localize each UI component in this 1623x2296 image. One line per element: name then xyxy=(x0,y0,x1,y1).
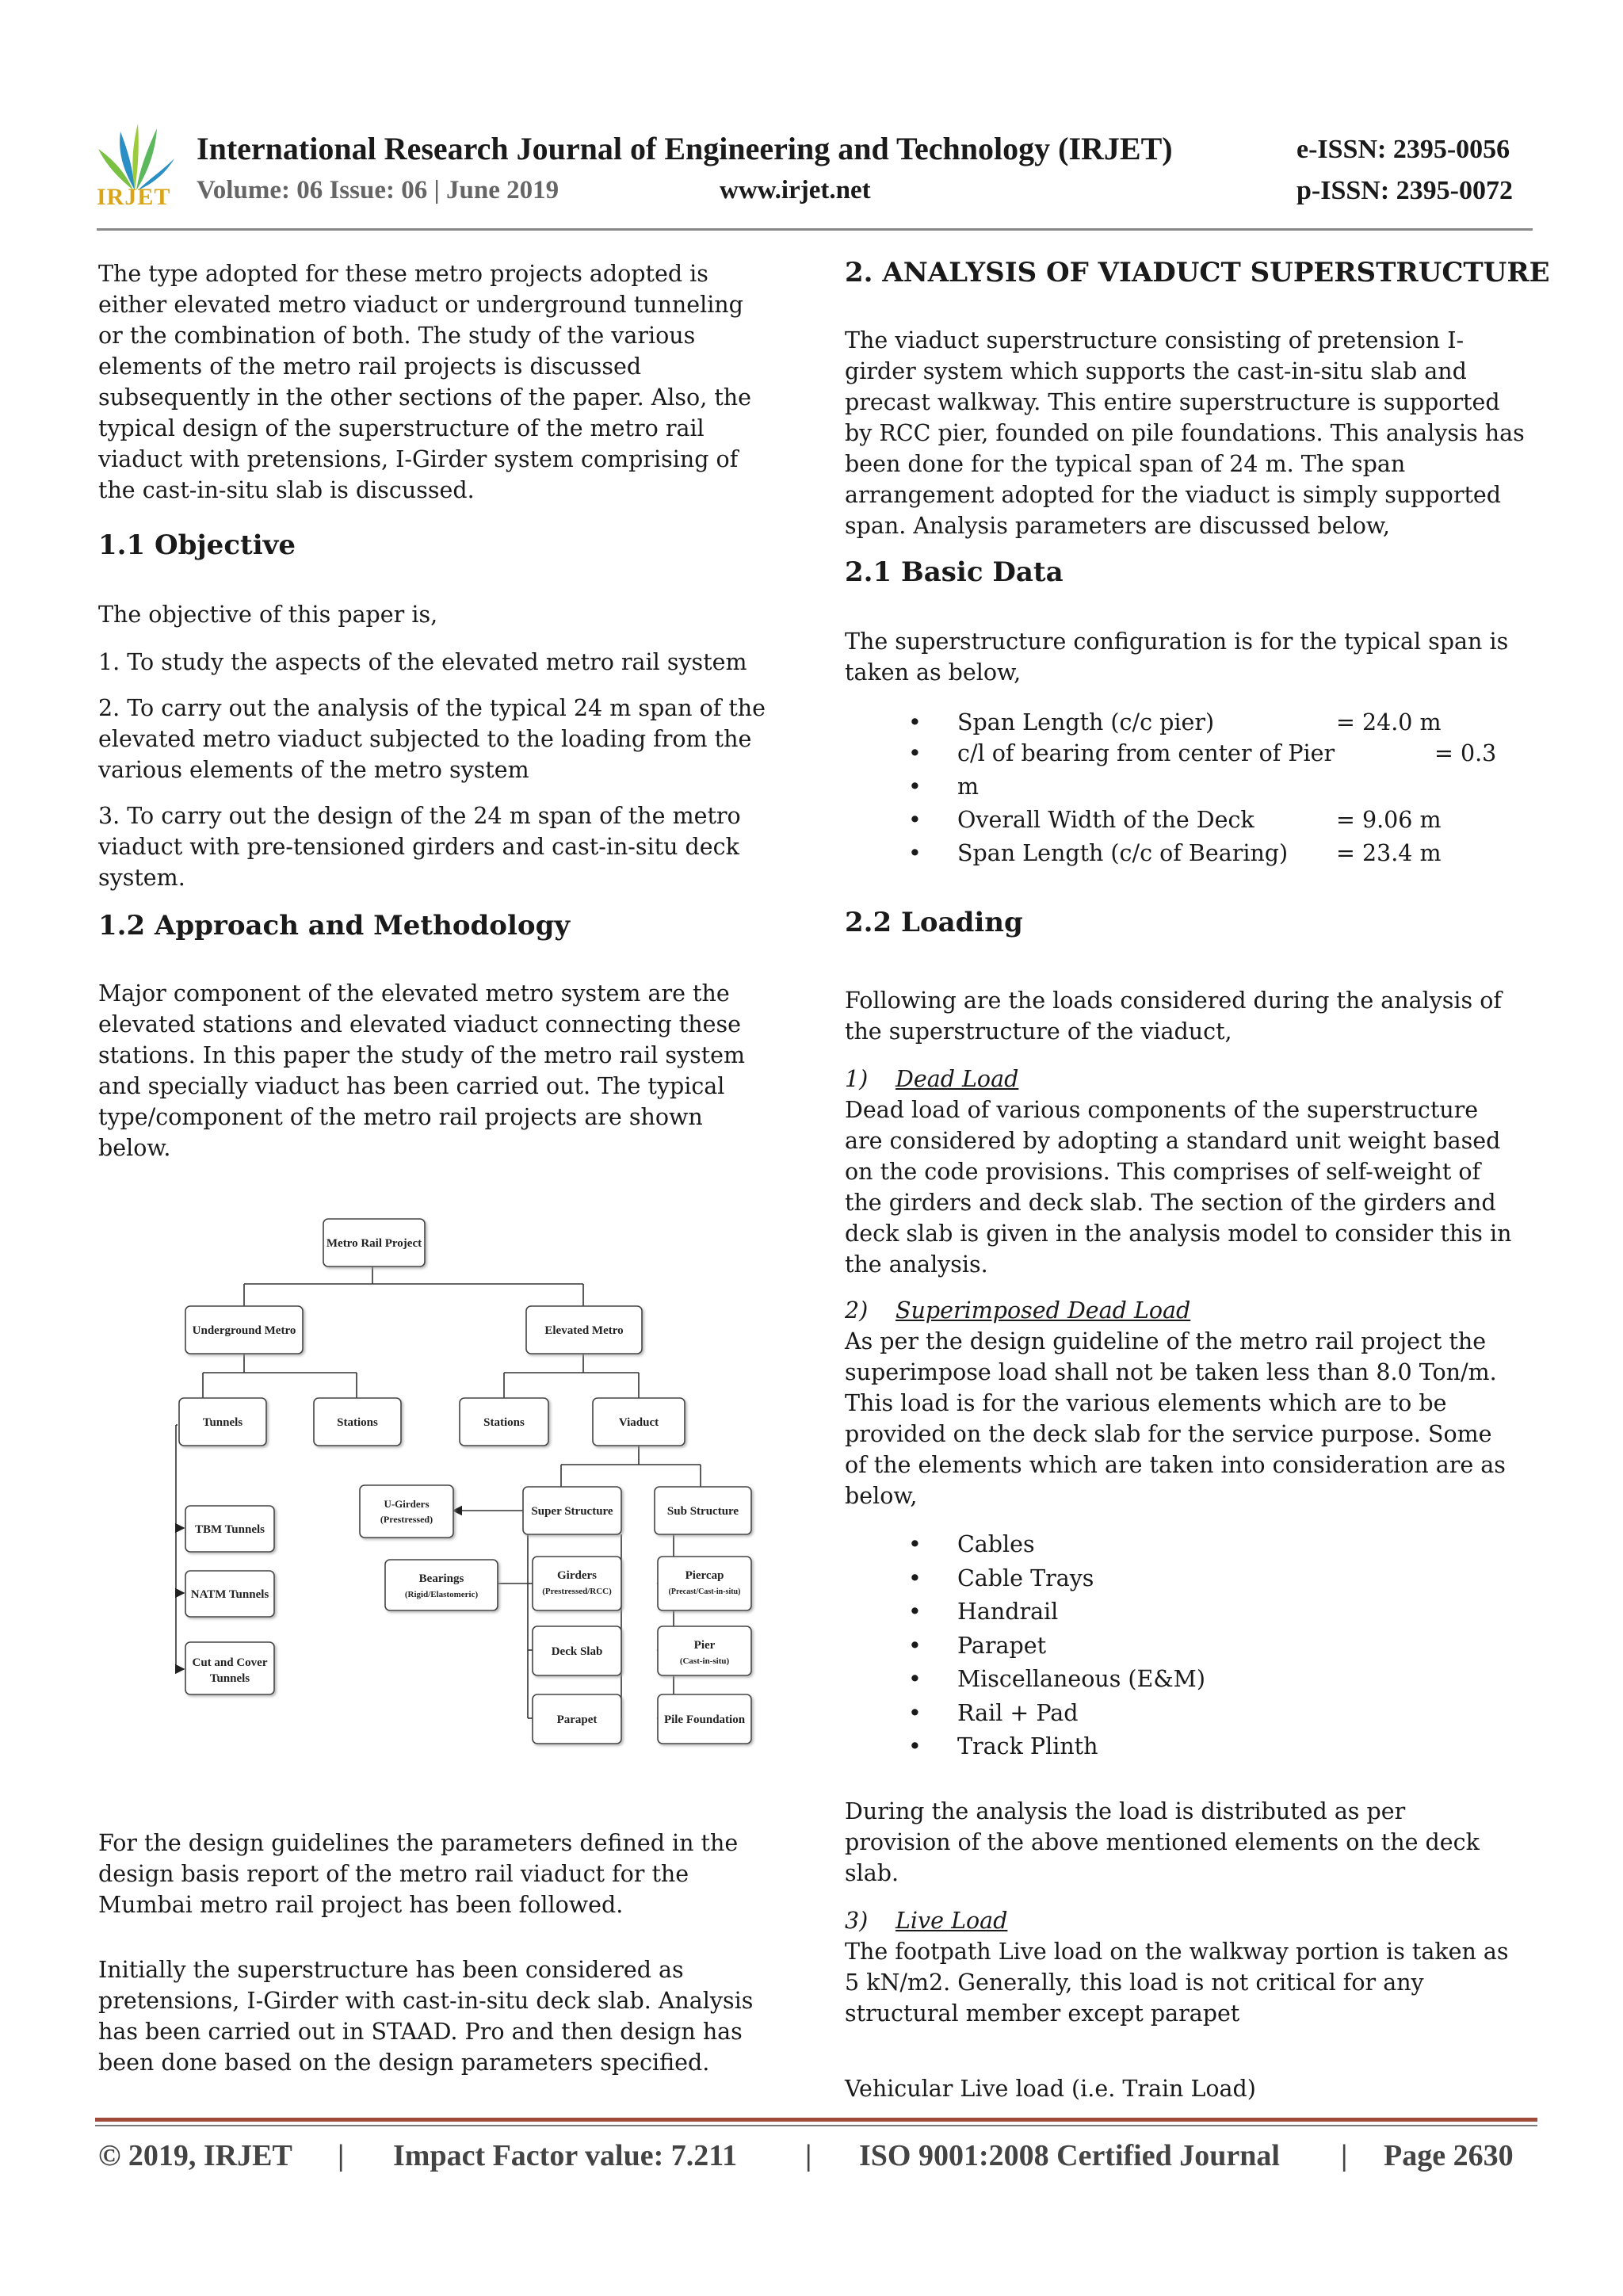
vehicular-live-load: Vehicular Live load (i.e. Train Load) xyxy=(845,2076,1256,2102)
sidl-title-text: Superimposed Dead Load xyxy=(896,1297,1191,1324)
text-line: or the combination of both. The study of the various xyxy=(98,323,696,349)
list-item: • Cables xyxy=(908,1528,1542,1562)
label-sub-structure: Sub Structure xyxy=(666,1505,739,1518)
footer-divider-thin xyxy=(95,2125,1537,2126)
metro-rail-flowchart xyxy=(151,1195,785,1782)
text-line: deck slab is given in the analysis model to consider this in xyxy=(845,1221,1512,1247)
label-u-girders-line2: (Prestressed) xyxy=(380,1514,433,1525)
text-line: are considered by adopting a standard unit weight based xyxy=(845,1128,1501,1154)
text-line: stations. In this paper the study of the metro rail system xyxy=(98,1042,746,1068)
label-pile-foundation: Pile Foundation xyxy=(663,1713,746,1726)
list-item: • Rail + Pad xyxy=(908,1697,1542,1731)
label-pier-line2: (Cast-in-situ) xyxy=(679,1656,730,1666)
text-line: viaduct with pretensions, I-Girder system comprising of xyxy=(98,446,739,472)
objective-item-2 xyxy=(98,693,786,785)
footer-separator: | xyxy=(805,2139,812,2172)
text-line: of the elements which are taken into consideration are as xyxy=(845,1452,1506,1478)
loading-heading: 2.2 Loading xyxy=(845,907,1023,938)
label-pier-line1: Pier xyxy=(693,1639,716,1652)
text-line: Initially the superstructure has been considered as xyxy=(98,1957,684,1983)
basic-data-list xyxy=(908,707,1542,869)
label-girders-line1: Girders xyxy=(557,1569,597,1582)
footer-separator: | xyxy=(338,2139,345,2172)
text-line: typical design of the superstructure of the metro rail xyxy=(98,415,705,441)
text-line: viaduct with pre-tensioned girders and cast-in-situ deck xyxy=(98,834,739,860)
label-bearings-line2: (Rigid/Elastomeric) xyxy=(404,1590,479,1599)
logo-text: IRJET xyxy=(97,184,171,210)
label-piercap-line2: (Precast/Cast-in-situ) xyxy=(668,1587,741,1596)
text-line: below. xyxy=(98,1135,171,1161)
list-item: • Cable Trays xyxy=(908,1562,1542,1596)
list-item: • Miscellaneous (E&M) xyxy=(908,1663,1542,1697)
text-line: subsequently in the other sections of the paper. Also, the xyxy=(98,384,751,411)
e-issn: e-ISSN: 2395-0056 xyxy=(1296,135,1510,164)
label-bearings-line1: Bearings xyxy=(418,1572,464,1585)
label-viaduct: Viaduct xyxy=(618,1416,659,1429)
footer-copyright: © 2019, IRJET xyxy=(98,2139,292,2172)
label-parapet: Parapet xyxy=(556,1713,598,1726)
text-line: and specially viaduct has been carried out. The typical xyxy=(98,1073,725,1099)
footer-page-number: Page 2630 xyxy=(1384,2139,1514,2172)
live-load-title-text: Live Load xyxy=(896,1908,1008,1934)
text-line: The type adopted for these metro projects adopted is xyxy=(98,261,708,287)
objective-intro: The objective of this paper is, xyxy=(98,602,438,628)
text-line: the cast-in-situ slab is discussed. xyxy=(98,477,475,503)
text-line: The footpath Live load on the walkway portion is taken as xyxy=(845,1939,1509,1965)
item-number: 2) xyxy=(845,1297,869,1324)
text-line: various elements of the metro system xyxy=(98,757,529,783)
live-load-title xyxy=(845,1905,1533,1936)
text-line: provision of the above mentioned elements on the deck xyxy=(845,1829,1480,1855)
list-item-continuation xyxy=(908,771,1542,802)
text-line: the girders and deck slab. The section of the girders and xyxy=(845,1190,1496,1216)
item-label: Span Length (c/c pier) xyxy=(957,709,1215,735)
text-line: system. xyxy=(98,865,185,891)
list-item: • Parapet xyxy=(908,1629,1542,1664)
text-line: taken as below, xyxy=(845,659,1022,686)
text-line: been done for the typical span of 24 m. The span xyxy=(845,451,1406,477)
label-stations-underground: Stations xyxy=(337,1416,378,1429)
analysis-paragraph xyxy=(845,325,1533,541)
text-line: elevated stations and elevated viaduct connecting these xyxy=(98,1011,741,1037)
footer-impact-factor: Impact Factor value: 7.211 xyxy=(393,2139,738,2172)
footer-iso: ISO 9001:2008 Certified Journal xyxy=(859,2139,1280,2172)
analysis-heading: 2. ANALYSIS OF VIADUCT SUPERSTRUCTURE xyxy=(845,257,1550,288)
label-tunnels: Tunnels xyxy=(202,1416,243,1429)
objective-heading: 1.1 Objective xyxy=(98,529,296,561)
text-line: This load is for the various elements which are to be xyxy=(845,1390,1447,1416)
text-line: has been carried out in STAAD. Pro and then design has xyxy=(98,2019,743,2045)
journal-title: International Research Journal of Engineering and Technology (IRJET) xyxy=(197,131,1173,166)
list-item xyxy=(908,738,1542,769)
loading-paragraph xyxy=(845,985,1533,1047)
initially-paragraph xyxy=(98,1954,786,2078)
text-line: Following are the loads considered during the analysis of xyxy=(845,988,1502,1014)
p-issn: p-ISSN: 2395-0072 xyxy=(1296,176,1513,205)
item-number: 3) xyxy=(845,1908,869,1934)
text-line: arrangement adopted for the viaduct is simply supported xyxy=(845,482,1502,508)
text-line: precast walkway. This entire superstructure is supported xyxy=(845,389,1500,415)
label-metro-rail-project: Metro Rail Project xyxy=(326,1237,422,1250)
label-u-girders-line1: U-Girders xyxy=(384,1498,430,1510)
label-natm-tunnels: NATM Tunnels xyxy=(190,1588,269,1601)
footer-separator: | xyxy=(1341,2139,1348,2172)
sidl-title xyxy=(845,1295,1533,1326)
item-label: Span Length (c/c of Bearing) xyxy=(957,840,1289,866)
text-line: either elevated metro viaduct or underground tunneling xyxy=(98,292,743,318)
volume-issue: Volume: 06 Issue: 06 | June 2019 xyxy=(197,176,559,204)
text-line: below, xyxy=(845,1483,918,1509)
text-line: girder system which supports the cast-in-situ slab and xyxy=(845,358,1467,384)
label-tbm-tunnels: TBM Tunnels xyxy=(195,1523,265,1536)
text-line: elements of the metro rail projects is discussed xyxy=(98,353,642,380)
list-item: • Handrail xyxy=(908,1595,1542,1629)
website-link[interactable]: www.irjet.net xyxy=(720,176,871,204)
box-girders xyxy=(533,1557,621,1610)
box-piercap xyxy=(658,1557,751,1610)
text-line: During the analysis the load is distributed as per xyxy=(845,1798,1406,1824)
label-cut-cover-line2: Tunnels xyxy=(209,1672,250,1685)
text-line: span. Analysis parameters are discussed below, xyxy=(845,513,1390,539)
flowchart-svg xyxy=(151,1195,785,1782)
header-divider xyxy=(97,228,1533,231)
text-line: pretensions, I-Girder with cast-in-situ deck slab. Analysis xyxy=(98,1988,754,2014)
guidelines-paragraph xyxy=(98,1828,786,1920)
basic-data-paragraph xyxy=(845,626,1533,688)
dead-load-title-text: Dead Load xyxy=(896,1066,1019,1092)
item-number: 1) xyxy=(845,1066,869,1092)
text-line: slab. xyxy=(845,1860,899,1886)
text-line: been done based on the design parameters specified. xyxy=(98,2050,710,2076)
text-line: superimpose load shall not be taken less than 8.0 Ton/m. xyxy=(845,1359,1497,1385)
text-line: by RCC pier, founded on pile foundations. This analysis has xyxy=(845,420,1525,446)
during-paragraph xyxy=(845,1796,1533,1889)
live-load-section xyxy=(845,1905,1533,2029)
label-underground-metro: Underground Metro xyxy=(192,1324,296,1337)
dead-load-title xyxy=(845,1064,1533,1095)
basic-data-heading: 2.1 Basic Data xyxy=(845,556,1064,588)
sidl-section xyxy=(845,1295,1533,1511)
text-line: structural member except parapet xyxy=(845,2000,1240,2027)
text-line: As per the design guideline of the metro rail project the xyxy=(845,1328,1487,1354)
label-cut-cover-line1: Cut and Cover xyxy=(192,1656,268,1669)
list-item xyxy=(908,838,1542,869)
objective-item-1: 1. To study the aspects of the elevated metro rail system xyxy=(98,649,747,675)
sidl-elements-list xyxy=(908,1528,1542,1764)
item-value: = 23.4 m xyxy=(1336,840,1442,866)
text-line: design basis report of the metro rail viaduct for the xyxy=(98,1861,689,1887)
intro-paragraph xyxy=(98,258,786,506)
label-elevated-metro: Elevated Metro xyxy=(544,1324,624,1337)
item-value: = 24.0 m xyxy=(1336,709,1442,735)
text-line: The superstructure configuration is for the typical span is xyxy=(845,628,1509,655)
text-line: Major component of the elevated metro system are the xyxy=(98,980,730,1007)
text-line: For the design guidelines the parameters defined in the xyxy=(98,1830,739,1856)
dead-load-section xyxy=(845,1064,1533,1280)
approach-paragraph xyxy=(98,978,786,1163)
label-girders-line2: (Prestressed/RCC) xyxy=(542,1587,612,1596)
text-line: provided on the deck slab for the service purpose. Some xyxy=(845,1421,1492,1447)
item-label: c/l of bearing from center of Pier xyxy=(957,740,1335,766)
label-super-structure: Super Structure xyxy=(531,1505,613,1518)
text-line: Dead load of various components of the superstructure xyxy=(845,1097,1479,1123)
box-u-girders xyxy=(360,1485,453,1538)
label-stations-elevated: Stations xyxy=(483,1416,525,1429)
item-label: Overall Width of the Deck xyxy=(957,807,1254,833)
item-value: = 9.06 m xyxy=(1336,807,1442,833)
footer-divider-thick xyxy=(95,2118,1537,2122)
label-deck-slab: Deck Slab xyxy=(551,1645,603,1658)
text-line: elevated metro viaduct subjected to the loading from the xyxy=(98,726,752,752)
item-value: = 0.3 xyxy=(1434,740,1497,766)
list-item xyxy=(908,804,1542,835)
text-line: Mumbai metro rail project has been followed. xyxy=(98,1892,624,1918)
list-item: • Track Plinth xyxy=(908,1730,1542,1764)
text-line: on the code provisions. This comprises of self-weight of xyxy=(845,1159,1481,1185)
text-line: the superstructure of the viaduct, xyxy=(845,1018,1232,1045)
label-piercap-line1: Piercap xyxy=(685,1569,724,1582)
text-line: The viaduct superstructure consisting of pretension I- xyxy=(845,327,1465,353)
list-item xyxy=(908,707,1542,738)
text-line: 3. To carry out the design of the 24 m span of the metro xyxy=(98,803,741,829)
item-value-continued: m xyxy=(957,774,980,800)
text-line: type/component of the metro rail projects are shown xyxy=(98,1104,703,1130)
text-line: 5 kN/m2. Generally, this load is not critical for any xyxy=(845,1969,1424,1996)
text-line: the analysis. xyxy=(845,1251,988,1278)
box-bearings xyxy=(385,1560,498,1610)
approach-heading: 1.2 Approach and Methodology xyxy=(98,910,571,942)
objective-item-3 xyxy=(98,800,786,893)
text-line: 2. To carry out the analysis of the typical 24 m span of the xyxy=(98,695,766,721)
